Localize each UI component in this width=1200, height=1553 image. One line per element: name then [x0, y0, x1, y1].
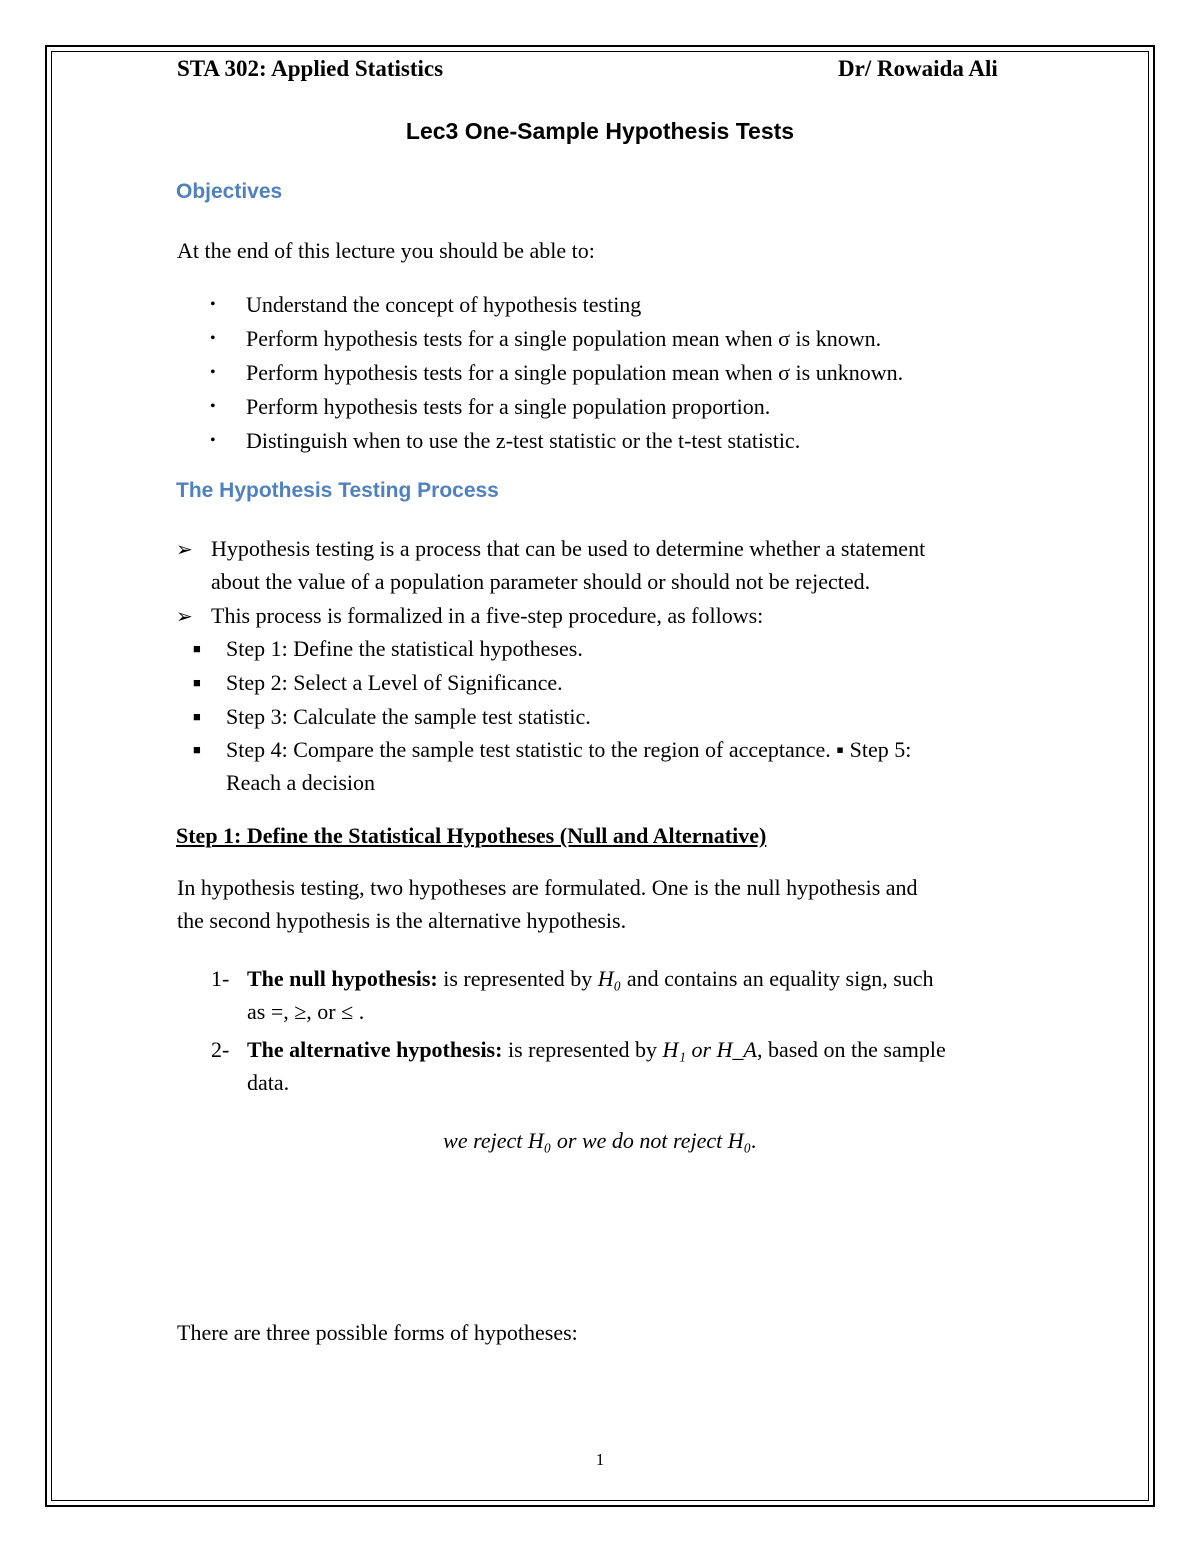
- page-title: Lec3 One-Sample Hypothesis Tests: [405, 118, 795, 144]
- arrow-bullet-icon: ➢: [176, 606, 193, 628]
- forms-intro: There are three possible forms of hypotheses:: [177, 1320, 578, 1345]
- page-border-inner: [51, 51, 1149, 1501]
- h1-ha-symbol: H₁ or H_A: [662, 1037, 757, 1062]
- arrow-bullet-icon: ➢: [176, 539, 193, 561]
- list-item: Step 1: Define the statistical hypotheses.: [226, 636, 583, 661]
- list-item: Perform hypothesis tests for a single population mean when σ is known.: [246, 326, 882, 351]
- bullet-icon: •: [210, 330, 216, 347]
- step1-paragraph-line-2: the second hypothesis is the alternative hypothesis.: [177, 908, 627, 933]
- square-bullet-icon: ■: [193, 709, 201, 724]
- alternative-hypothesis-term: The alternative hypothesis:: [247, 1037, 503, 1062]
- process-point-1-line-1: Hypothesis testing is a process that can be used to determine whether a statement: [211, 536, 926, 561]
- list-item: Step 3: Calculate the sample test statistic.: [226, 704, 591, 729]
- list-item: Step 4: Compare the sample test statistic to the region of acceptance. ▪ Step 5:: [226, 737, 912, 762]
- list-item: Perform hypothesis tests for a single population mean when σ is unknown.: [246, 360, 904, 385]
- bullet-icon: •: [210, 432, 216, 449]
- alternative-hypothesis-text-b: , based on the sample: [756, 1037, 946, 1062]
- list-item: Perform hypothesis tests for a single population proportion.: [246, 394, 771, 419]
- decision-statement: we reject H₀ or we do not reject H₀.: [443, 1128, 757, 1153]
- list-item: Step 2: Select a Level of Significance.: [226, 670, 563, 695]
- bullet-icon: •: [210, 296, 216, 313]
- header-course: STA 302: Applied Statistics: [177, 56, 444, 81]
- objectives-heading: Objectives: [176, 180, 283, 203]
- page-number: 1: [595, 1450, 605, 1469]
- list-item: Distinguish when to use the z-test statistic or the t-test statistic.: [246, 428, 801, 453]
- null-hypothesis-item: [247, 966, 934, 992]
- process-heading: The Hypothesis Testing Process: [176, 479, 499, 502]
- h0-symbol: H₀: [597, 966, 622, 991]
- step1-paragraph-line-1: In hypothesis testing, two hypotheses are formulated. One is the null hypothesis and: [177, 875, 918, 900]
- objectives-intro: At the end of this lecture you should be able to:: [177, 238, 595, 263]
- null-hypothesis-line-2: as =, ≥, or ≤ .: [247, 999, 365, 1024]
- square-bullet-icon: ■: [193, 675, 201, 690]
- header-author: Dr/ Rowaida Ali: [838, 56, 998, 81]
- bullet-icon: •: [210, 364, 216, 381]
- list-number: 2-: [211, 1037, 230, 1062]
- process-point-2: This process is formalized in a five-step procedure, as follows:: [211, 603, 764, 628]
- list-item-continuation: Reach a decision: [226, 770, 376, 795]
- null-hypothesis-term: The null hypothesis:: [247, 966, 438, 991]
- alternative-hypothesis-item: [247, 1037, 946, 1063]
- square-bullet-icon: ■: [193, 742, 201, 757]
- null-hypothesis-text-b: and contains an equality sign, such: [621, 966, 934, 991]
- null-hypothesis-text-a: is represented by: [437, 966, 598, 991]
- alternative-hypothesis-line-2: data.: [247, 1070, 290, 1095]
- step1-heading: Step 1: Define the Statistical Hypotheses (Null and Alternative): [176, 823, 767, 848]
- square-bullet-icon: ■: [193, 641, 201, 656]
- bullet-icon: •: [210, 398, 216, 415]
- alternative-hypothesis-text-a: is represented by: [502, 1037, 663, 1062]
- list-item: Understand the concept of hypothesis testing: [246, 292, 642, 317]
- list-number: 1-: [211, 966, 230, 991]
- process-point-1-line-2: about the value of a population parameter should or should not be rejected.: [211, 569, 871, 594]
